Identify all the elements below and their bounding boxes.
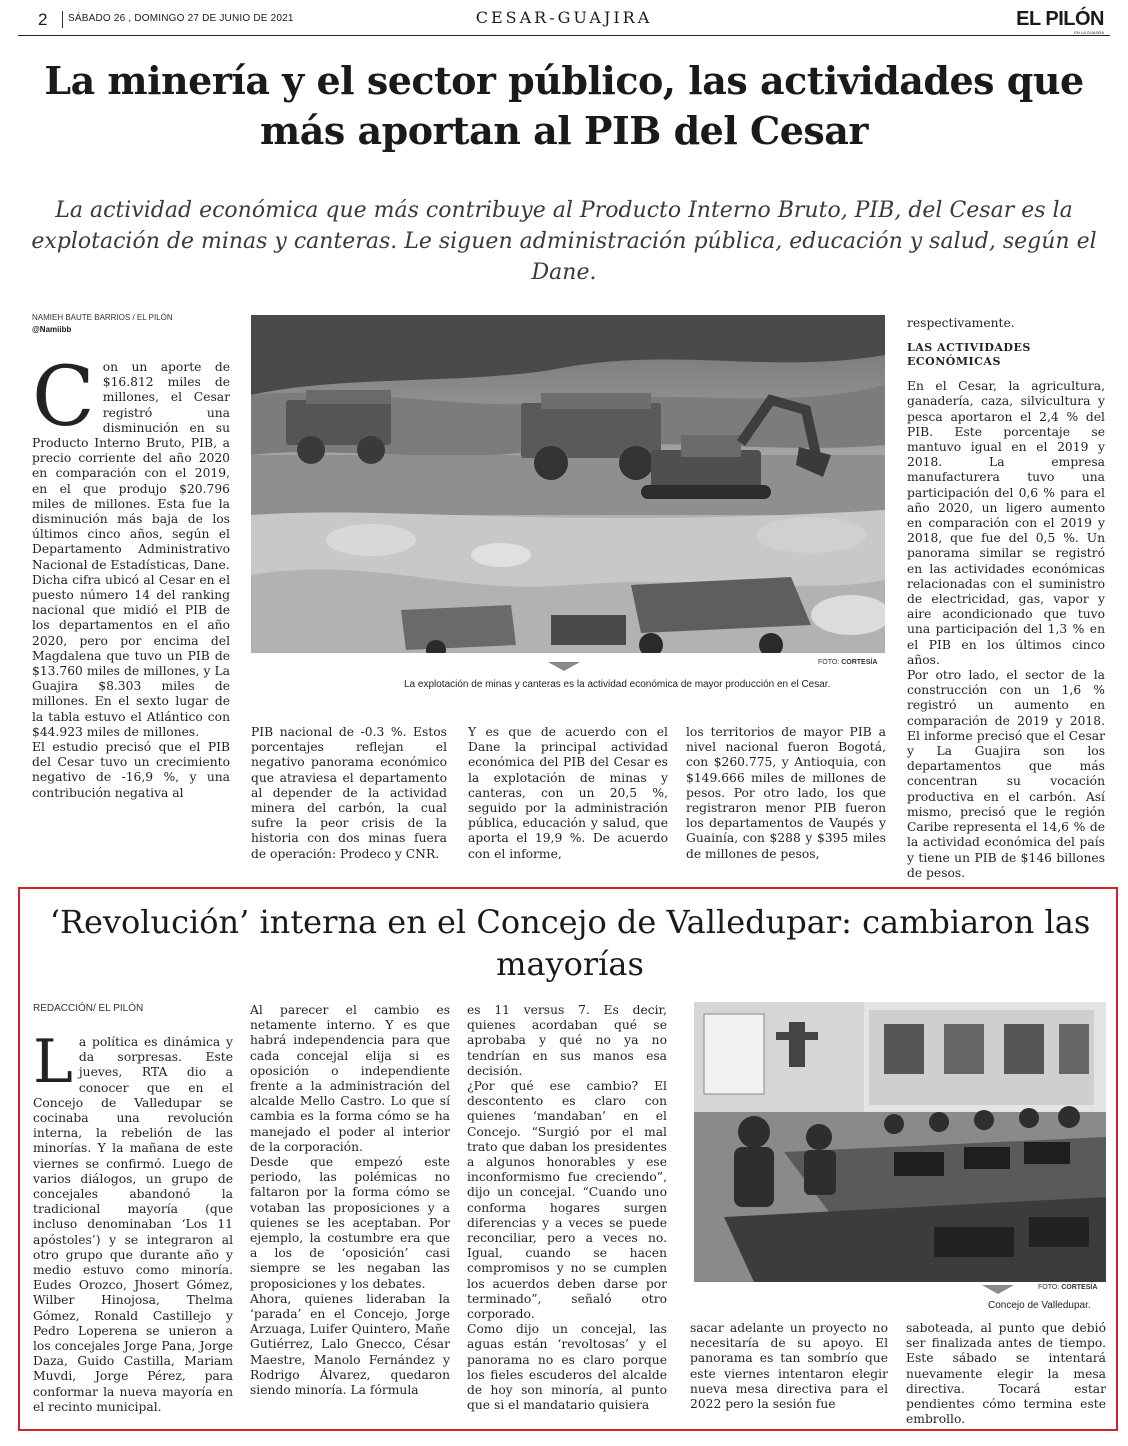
article1-column-4 [686,725,886,862]
article1-column-1 [32,350,230,801]
article1-twitter-handle: @Namiibb [32,325,72,334]
article1-headline: La minería y el sector público, las actividades que más aportan al PIB del Cesar [44,58,1084,153]
article1-paragraph: on un aporte de $16.812 miles de millones, el Cesar registró una disminución en su Producto Interno Bruto, PIB, a precio corriente del año 2020 en comparación con el 2019, en el que produjo $20.796 miles de millones. Esta fue la disminución más baja de los últimos cinco años, según el Departamento Administrativo Nacional de Estadísticas, Dane. [32,360,230,572]
photo-credit-label: FOTO: [818,659,840,666]
article2-column-4 [690,1321,888,1412]
caption-pointer-icon [982,1285,1014,1294]
article2-paragraph: Al parecer el cambio es netamente interno. Y es que habrá independencia para que cada concejal elija si es oposición o independiente frente a la administración del alcalde Mello Castro. Lo que sí cambia es la forma cómo se ha manejado el poder al interior de la corporación. [250,1003,450,1154]
issue-date: SÁBADO 26 , DOMINGO 27 DE JUNIO DE 2021 [68,13,294,24]
article2-paragraph: es 11 versus 7. Es decir, quienes acordaban qué se aprobaba y qué no ya no tendrían en sus manos esa decisión. [467,1003,667,1078]
article2-paragraph: sacar adelante un proyecto no necesitaría de su apoyo. El panorama es tan sombrío que este viernes intentaron elegir nueva mesa directiva para el 2022 pero la sesión fue [690,1321,888,1412]
article1-photo-caption: La explotación de minas y canteras es la actividad económica de mayor producción en el Cesar. [404,679,831,690]
article2-dropcap: L [33,1027,73,1097]
article2-paragraph: Como dijo un concejal, las aguas están ‘revoltosas’ y el panorama no es claro porque los fieles escuderos del alcalde de hoy son minoría, al punto que si el mandatario quisiera [467,1322,667,1413]
photo-credit-name: CORTESÍA [841,659,878,666]
article1-paragraph: respectivamente. [907,316,1015,330]
article2-headline: ‘Revolución’ interna en el Concejo de Valledupar: cambiaron las mayorías [49,903,1091,983]
article1-subhead: LAS ACTIVIDADES ECONÓMICAS [907,341,1031,369]
article2-photo-credit [1038,1284,1097,1291]
section-title: CESAR-GUAJIRA [475,8,653,27]
council-session-photo [694,1002,1106,1282]
article1-deck: La actividad económica que más contribuye al Producto Interno Bruto, PIB, del Cesar es la explotación de minas y canteras. Le siguen administración pública, educación y salud, según el Dane. [31,198,1097,285]
article1-column-3 [468,725,668,862]
article2-paragraph: Desde que empezó este periodo, las polémicas no faltaron por la forma cómo se votaban las proposiciones y a quienes se les aceptaban. Por ejemplo, la costumbre era que a los de ‘oposición’ casi siempre se les negaban las proposiciones y los debates. [250,1155,450,1291]
page-number: 2 [38,10,48,29]
article1-byline: NAMIEH BAUTE BARRIOS / EL PILÓN [32,313,173,322]
photo-credit-label: FOTO: [1038,1284,1060,1291]
article1-paragraph: los territorios de mayor PIB a nivel nacional fueron Bogotá, con $260.775, y Antioquia, con $149.666 miles de millones de pesos. Por otro lado, los que registraron menor PIB fueron los departamentos de Vaupés y Guainía, con $288 y $395 miles de millones de pesos, [686,725,886,861]
caption-pointer-icon [548,662,580,671]
article2-column-1 [33,1027,233,1415]
newspaper-logo-sub: EN LA GUAJIRA [1074,30,1104,35]
article1-paragraph: Por otro lado, el sector de la construcción con un 1,6 % registró un aumento en comparación de 2019 y 2018. El informe precisó que el Cesar y La Guajira son los departamentos que más concentran su vocación productiva en el carbón. Así mismo, precisó que le región Caribe representa el 14,6 % de la actividad económica del país y tiene un PIB de $146 billones de pesos. [907,668,1105,880]
mining-photo [251,315,885,653]
article2-paragraph: Ahora, quienes lideraban la ‘parada’ en el Concejo, Jorge Arzuaga, Luifer Quintero, Mañe Gutiérrez, Lalo Gnecco, César Maestre, Manolo Fernández y Rodrigo Álvarez, quedaron siendo minoría. La fórmula [250,1291,450,1398]
article1-paragraph: PIB nacional de -0.3 %. Estos porcentajes reflejan el negativo panorama económico que atraviesa el departamento al depender de la actividad minera del carbón, la cual sufre la peor crisis de la historia con dos minas fuera de operación: Prodeco y CNR. [251,725,447,861]
article1-paragraph: Dicha cifra ubicó al Cesar en el puesto número 14 del ranking nacional que midió el PIB de los departamentos en el año 2020, pero por encima del Magdalena que tuvo un PIB de $13.760 miles de millones, y La Guajira $8.303 miles de millones. En el sexto lugar de la tabla estuvo el Atlántico con $44.923 miles de millones. [32,572,230,739]
article1-dropcap: C [32,350,95,445]
article2-column-2 [250,1003,450,1398]
article1-paragraph: En el Cesar, la agricultura, ganadería, caza, silvicultura y pesca aportaron el 2,4 % del PIB. Este porcentaje se mantuvo igual en el 2019 y 2018. La empresa manufacturera tuvo una participación del 0,6 % para el año 2020, un ligero aumento en comparación con el 2019 y 2018, que fue del 0,5 %. Un panorama similar se registró en las actividades económicas relacionadas con el suministro de electricidad, gas, vapor y aire acondicionado que tuvo una participación del 1,3 % en el PIB en los últimos cinco años. [907,379,1105,667]
article2-paragraph: saboteada, al punto que debió ser finalizada antes de tiempo. Este sábado se intentará nuevamente elegir la mesa directiva. Tocará estar pendientes cómo termina este embrollo. [906,1321,1106,1427]
article1-column-2 [251,725,447,862]
article1-column-5 [907,316,1105,881]
article1-paragraph: El estudio precisó que el PIB del Cesar tuvo un crecimiento negativo de -16,9 %, y una contribución negativa al [32,740,230,800]
article1-paragraph: Y es que de acuerdo con el Dane la principal actividad económica del PIB del Cesar es la explotación de minas y canteras, con un 20,5 %, seguido por la administración pública, educación y salud, que aporta el 19,9 %. De acuerdo con el informe, [468,725,668,861]
article2-paragraph: ¿Por qué ese cambio? El descontento es claro con quienes ‘mandaban’ en el Concejo. “Surgió por el mal trato que daban los presidentes a algunos honorables y ese inconformismo fue creciendo”, dijo un concejal. “Cuando uno conforma hogares surgen diferencias y a veces se puede reconciliar, pero a veces no. Igual, cuando se hacen compromisos y no se cumplen los acuerdos deben darse por terminado”, señaló otro corporado. [467,1079,667,1322]
article2-column-3 [467,1003,667,1413]
newspaper-logo: EL PILÓN [1016,8,1104,30]
article1-photo-credit [818,659,877,666]
article2-column-5 [906,1321,1106,1427]
article2-photo-caption: Concejo de Valledupar. [988,1300,1091,1311]
photo-credit-name: CORTESÍA [1061,1284,1098,1291]
page-header [18,6,1110,36]
article2-byline: REDACCIÓN/ EL PILÓN [33,1003,144,1014]
article2-paragraph: a política es dinámica y da sorpresas. Este jueves, RTA dio a conocer que en el Concejo de Valledupar se cocinaba una revolución interna, la rebelión de las minorías. Y la mañana de este viernes se confirmó. Luego de varios diálogos, un grupo de concejales abandonó la tradicional mayoría (que incluso denominaban ‘Los 11 apóstoles’) y se integraron al otro grupo que durante año y medio estuvo como minoría. Eudes Orozco, Jhosert Gómez, Wilber Hinojosa, Thelma Gómez, Ronald Castillejo y Pedro Loperena se unieron a los concejales Jorge Pana, Jorge Daza, Guido Castilla, Mariam Muvdi, Jorge Pérez, para conformar la nueva mayoría en el recinto municipal. [33,1035,233,1414]
